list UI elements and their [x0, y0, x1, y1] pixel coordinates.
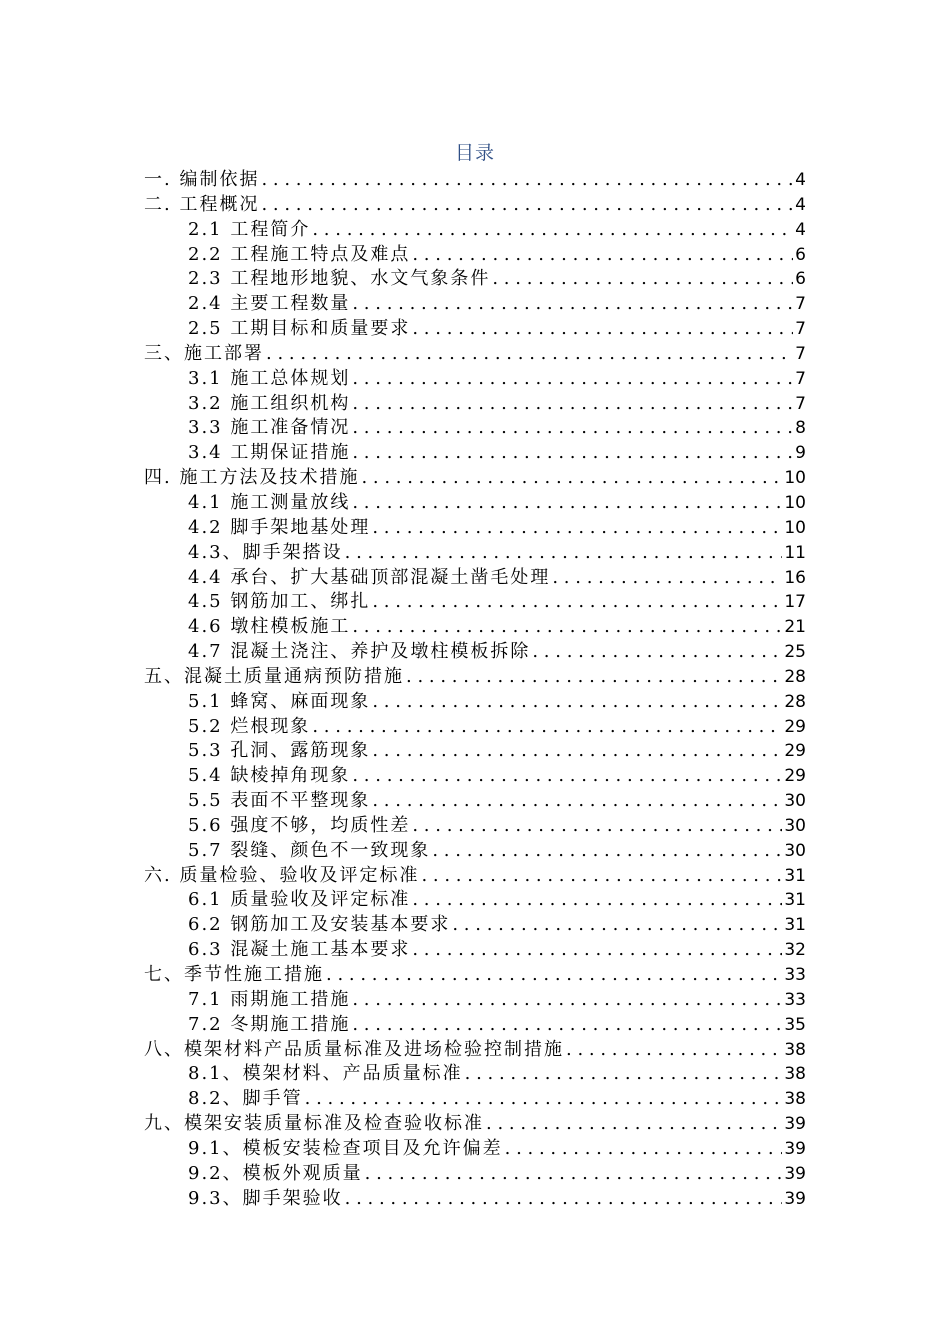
toc-entry-page-number: 7	[795, 393, 806, 414]
toc-leader-dots	[452, 913, 782, 938]
toc-entry-page-number: 39	[784, 1114, 806, 1135]
toc-entry-label: 2.4 主要工程数量	[188, 293, 351, 315]
toc-entry[interactable]	[144, 615, 806, 640]
toc-leader-dots	[465, 1062, 783, 1087]
toc-entry[interactable]	[144, 1013, 806, 1038]
toc-entry-page-number: 28	[784, 666, 806, 687]
toc-leader-dots	[352, 615, 782, 640]
toc-entry-page-number: 9	[795, 443, 806, 464]
toc-entry-page-number: 32	[784, 940, 806, 961]
toc-entry-label: 九、模架安装质量标准及检查验收标准	[144, 1113, 484, 1135]
toc-entry-label: 4.4 承台、扩大基础顶部混凝土凿毛处理	[188, 566, 551, 588]
toc-entry-page-number: 31	[784, 865, 806, 886]
toc-entry[interactable]	[144, 1187, 806, 1212]
toc-entry-page-number: 35	[784, 1014, 806, 1035]
toc-entry-label: 4.5 钢筋加工、绑扎	[188, 591, 371, 613]
toc-title: 目录	[454, 142, 495, 164]
toc-entry-label: 4.2 脚手架地基处理	[188, 516, 371, 538]
toc-leader-dots	[261, 168, 793, 193]
toc-entry[interactable]	[144, 1087, 806, 1112]
toc-entry-page-number: 7	[795, 319, 806, 340]
toc-entry[interactable]	[144, 1137, 806, 1162]
toc-entry[interactable]	[144, 640, 806, 665]
toc-entry[interactable]	[144, 367, 806, 392]
toc-entry[interactable]	[144, 839, 806, 864]
toc-leader-dots	[372, 739, 782, 764]
toc-entry-label: 八、模架材料产品质量标准及进场检验控制措施	[144, 1038, 564, 1060]
toc-leader-dots	[412, 317, 793, 342]
toc-leader-dots	[552, 566, 782, 591]
toc-entry-label: 2.5 工期目标和质量要求	[188, 318, 411, 340]
toc-entry-page-number: 38	[784, 1064, 806, 1085]
toc-entry-label: 6.2 钢筋加工及安装基本要求	[188, 914, 451, 936]
toc-leader-dots	[486, 1112, 782, 1137]
toc-entry[interactable]	[144, 491, 806, 516]
toc-leader-dots	[432, 839, 782, 864]
toc-leader-dots	[352, 764, 782, 789]
table-of-contents	[144, 168, 806, 1211]
toc-leader-dots	[532, 640, 782, 665]
toc-leader-dots	[492, 267, 793, 292]
toc-leader-dots	[312, 218, 793, 243]
toc-leader-dots	[352, 988, 782, 1013]
toc-entry-page-number: 39	[784, 1138, 806, 1159]
toc-entry[interactable]	[144, 888, 806, 913]
toc-entry-page-number: 39	[784, 1188, 806, 1209]
toc-leader-dots	[326, 963, 782, 988]
toc-entry-page-number: 30	[784, 791, 806, 812]
toc-entry-label: 2.1 工程简介	[188, 218, 311, 240]
toc-entry[interactable]	[144, 317, 806, 342]
toc-entry-label: 5.5 表面不平整现象	[188, 790, 371, 812]
toc-entry[interactable]	[144, 541, 806, 566]
toc-entry[interactable]	[144, 1162, 806, 1187]
toc-entry-page-number: 6	[795, 269, 806, 290]
toc-leader-dots	[305, 1087, 783, 1112]
toc-entry-label: 4.3、脚手架搭设	[188, 541, 343, 563]
toc-leader-dots	[352, 416, 793, 441]
toc-entry-page-number: 29	[784, 766, 806, 787]
toc-leader-dots	[352, 392, 793, 417]
toc-entry-label: 3.3 施工准备情况	[188, 417, 351, 439]
toc-entry-label: 9.3、脚手架验收	[188, 1187, 343, 1209]
toc-entry[interactable]	[144, 1062, 806, 1087]
toc-entry-page-number: 10	[784, 468, 806, 489]
toc-entry-label: 2.2 工程施工特点及难点	[188, 243, 411, 265]
toc-entry-label: 5.4 缺棱掉角现象	[188, 765, 351, 787]
toc-entry-page-number: 31	[784, 915, 806, 936]
toc-entry[interactable]	[144, 1038, 806, 1063]
toc-entry-label: 七、季节性施工措施	[144, 964, 324, 985]
toc-leader-dots	[352, 367, 793, 392]
toc-entry[interactable]	[144, 814, 806, 839]
toc-leader-dots	[352, 292, 793, 317]
toc-entry-label: 3.4 工期保证措施	[188, 442, 351, 464]
toc-entry-label: 5.6 强度不够，均质性差	[188, 814, 411, 836]
toc-entry[interactable]	[144, 665, 806, 690]
toc-entry-label: 5.2 烂根现象	[188, 715, 311, 737]
toc-entry[interactable]	[144, 715, 806, 740]
toc-leader-dots	[372, 789, 782, 814]
toc-entry-page-number: 38	[784, 1039, 806, 1060]
toc-leader-dots	[352, 491, 782, 516]
toc-entry[interactable]	[144, 267, 806, 292]
toc-entry[interactable]	[144, 789, 806, 814]
toc-entry-page-number: 17	[784, 592, 806, 613]
toc-entry-page-number: 29	[784, 741, 806, 762]
toc-entry-label: 六. 质量检验、验收及评定标准	[144, 864, 420, 886]
toc-entry-page-number: 11	[784, 542, 806, 563]
toc-entry-label: 3.1 施工总体规划	[188, 367, 351, 389]
toc-leader-dots	[345, 541, 783, 566]
toc-leader-dots	[412, 814, 782, 839]
toc-entry-page-number: 7	[795, 343, 806, 364]
toc-entry-page-number: 30	[784, 840, 806, 861]
toc-entry-page-number: 4	[795, 170, 806, 190]
toc-leader-dots	[566, 1038, 782, 1063]
toc-leader-dots	[352, 441, 793, 466]
toc-entry[interactable]	[144, 243, 806, 268]
toc-entry-label: 2.3 工程地形地貌、水文气象条件	[188, 268, 491, 290]
toc-entry-page-number: 25	[784, 642, 806, 663]
toc-entry-page-number: 29	[784, 716, 806, 737]
toc-entry[interactable]	[144, 441, 806, 466]
toc-entry-label: 8.1、模架材料、产品质量标准	[188, 1063, 463, 1085]
toc-entry-label: 9.1、模板安装检查项目及允许偏差	[188, 1137, 503, 1159]
toc-entry-label: 9.2、模板外观质量	[188, 1162, 363, 1184]
toc-entry-page-number: 7	[795, 368, 806, 389]
toc-entry-page-number: 30	[784, 815, 806, 836]
toc-leader-dots	[412, 938, 782, 963]
toc-leader-dots	[312, 715, 782, 740]
toc-leader-dots	[266, 342, 793, 367]
toc-entry-label: 7.2 冬期施工措施	[188, 1013, 351, 1035]
toc-leader-dots	[372, 590, 782, 615]
toc-entry[interactable]	[144, 739, 806, 764]
toc-entry[interactable]	[144, 416, 806, 441]
toc-entry-label: 4.6 墩柱模板施工	[188, 616, 351, 638]
toc-entry[interactable]	[144, 392, 806, 417]
toc-entry[interactable]	[144, 988, 806, 1013]
toc-entry[interactable]	[144, 590, 806, 615]
toc-entry-page-number: 38	[784, 1089, 806, 1110]
toc-leader-dots	[372, 690, 782, 715]
toc-entry-page-number: 10	[784, 517, 806, 538]
toc-entry-label: 3.2 施工组织机构	[188, 392, 351, 414]
toc-leader-dots	[352, 1013, 782, 1038]
toc-entry-label: 7.1 雨期施工措施	[188, 988, 351, 1010]
toc-entry-page-number: 39	[784, 1163, 806, 1184]
toc-leader-dots	[372, 516, 782, 541]
toc-entry-label: 6.1 质量验收及评定标准	[188, 889, 411, 911]
toc-entry-page-number: 4	[795, 219, 806, 240]
toc-leader-dots	[361, 466, 782, 491]
toc-entry-label: 三、施工部署	[144, 342, 264, 364]
toc-entry-label: 5.7 裂缝、颜色不一致现象	[188, 839, 431, 861]
toc-entry-label: 四. 施工方法及技术措施	[144, 467, 360, 489]
toc-entry-page-number: 28	[784, 691, 806, 712]
toc-entry-page-number: 33	[784, 965, 806, 985]
toc-entry-label: 二. 工程概况	[144, 193, 260, 215]
toc-entry[interactable]	[144, 764, 806, 789]
toc-leader-dots	[365, 1162, 783, 1187]
toc-entry[interactable]	[144, 342, 806, 367]
toc-entry[interactable]	[144, 938, 806, 963]
toc-leader-dots	[505, 1137, 783, 1162]
toc-leader-dots	[421, 864, 782, 889]
toc-entry[interactable]	[144, 218, 806, 243]
toc-entry-page-number: 4	[795, 194, 806, 215]
toc-entry[interactable]	[144, 913, 806, 938]
toc-entry[interactable]	[144, 292, 806, 317]
toc-entry-page-number: 7	[795, 294, 806, 315]
toc-entry-page-number: 31	[784, 890, 806, 911]
toc-entry-page-number: 10	[784, 492, 806, 513]
toc-entry[interactable]	[144, 466, 806, 491]
toc-entry-label: 一. 编制依据	[144, 169, 260, 190]
toc-entry[interactable]	[144, 193, 806, 218]
toc-entry-label: 5.3 孔洞、露筋现象	[188, 740, 371, 762]
toc-leader-dots	[261, 193, 793, 218]
toc-entry-page-number: 6	[795, 244, 806, 265]
toc-leader-dots	[406, 665, 782, 690]
toc-entry-page-number: 21	[784, 617, 806, 638]
toc-entry-label: 6.3 混凝土施工基本要求	[188, 939, 411, 961]
toc-entry-label: 8.2、脚手管	[188, 1088, 303, 1110]
toc-entry[interactable]	[144, 864, 806, 889]
toc-entry[interactable]	[144, 516, 806, 541]
toc-entry[interactable]	[144, 566, 806, 591]
toc-entry-label: 5.1 蜂窝、麻面现象	[188, 690, 371, 712]
toc-entry-page-number: 16	[784, 567, 806, 588]
toc-entry[interactable]	[144, 963, 806, 988]
toc-leader-dots	[412, 243, 793, 268]
toc-entry[interactable]	[144, 168, 806, 193]
toc-entry[interactable]	[144, 690, 806, 715]
toc-leader-dots	[345, 1187, 783, 1212]
toc-entry-label: 五、混凝土质量通病预防措施	[144, 665, 404, 687]
toc-entry-page-number: 33	[784, 989, 806, 1010]
toc-entry[interactable]	[144, 1112, 806, 1137]
toc-leader-dots	[412, 888, 782, 913]
toc-entry-label: 4.1 施工测量放线	[188, 491, 351, 513]
toc-entry-label: 4.7 混凝土浇注、养护及墩柱模板拆除	[188, 641, 531, 663]
toc-entry-page-number: 8	[795, 418, 806, 439]
